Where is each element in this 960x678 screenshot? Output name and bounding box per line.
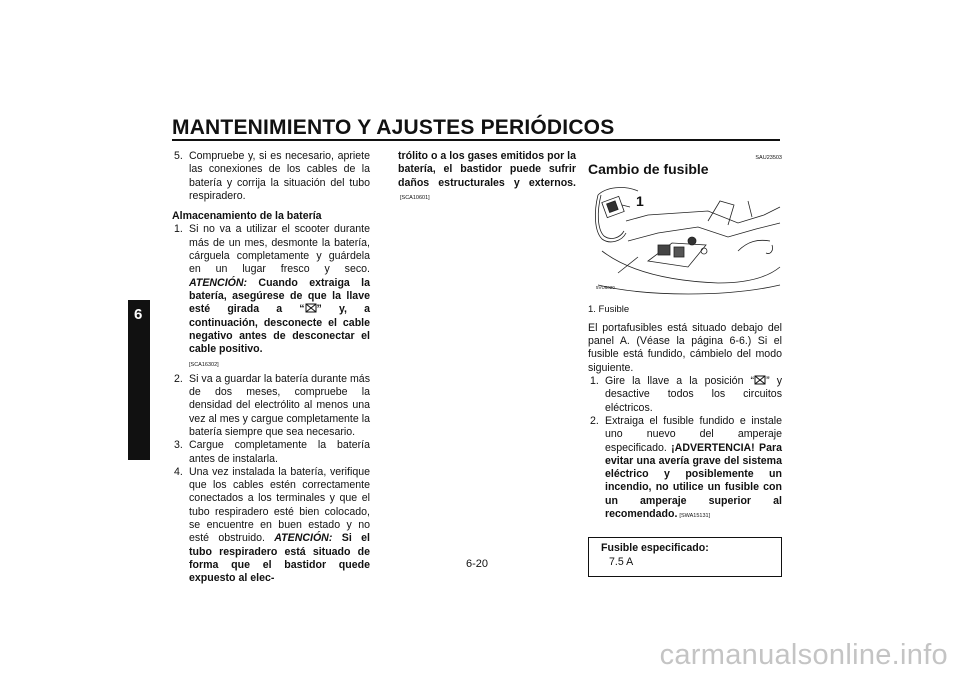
item-number: 1.: [174, 223, 183, 236]
list-item: [172, 223, 370, 372]
item-text: Gire la llave a la posición “: [605, 375, 755, 388]
warning-text: ¡ADVERTENCIA! Para evitar una avería grave del sistema eléctrico y posiblemente un incendio, no utilice un fusible con un amperaje superior al recomendado.: [605, 441, 782, 521]
item-number: 2.: [174, 372, 183, 385]
caution-text-cont: ” y, a continuación, desconecte el cable negativo antes de desconectar el cable positivo.: [189, 303, 370, 356]
column-middle: [398, 150, 576, 205]
item-number: 2.: [590, 414, 599, 427]
spec-label: Fusible especificado:: [601, 542, 709, 555]
caution-code: [SCA10601]: [400, 194, 430, 201]
list-item: [172, 466, 370, 586]
paragraph: El portafusibles está situado debajo del panel A. (Véase la página 6-6.) Si el fusible está fundido, cámbielo del modo siguiente.: [588, 321, 782, 374]
item-number: 3.: [174, 439, 183, 452]
chapter-number: 6: [134, 306, 143, 323]
item-text: Extraiga el fusible fundido e instale uno nuevo del amperaje especificado.: [605, 414, 782, 454]
section-heading: Almacenamiento de la batería: [172, 210, 322, 223]
spec-value: 7.5 A: [609, 556, 634, 569]
page-header-title: MANTENIMIENTO Y AJUSTES PERIÓDICOS: [172, 116, 615, 139]
figure-callout: 1: [636, 192, 644, 209]
column-right: [588, 150, 782, 577]
key-off-icon: [305, 303, 317, 313]
key-off-icon: [754, 375, 766, 385]
list-item: [172, 150, 370, 203]
item-number: 4.: [174, 465, 183, 478]
caution-code: [SCA16302]: [189, 362, 219, 369]
list-item: [172, 439, 370, 466]
spec-box: [588, 537, 782, 577]
atencion-label: ATENCIÓN:: [189, 276, 248, 289]
figure-caption: 1. Fusible: [588, 303, 630, 315]
item-text-cont: ” y desactive todos los circuitos eléctricos.: [605, 375, 782, 414]
warning-code: [SWA15131]: [679, 513, 711, 520]
item-number: 5.: [174, 150, 183, 162]
caution-text: Si el tubo respiradero está situado de forma que el bastidor quede expuesto al elec-: [189, 532, 370, 585]
section-title: Cambio de fusible: [588, 161, 709, 178]
watermark: carmanualsonline.info: [659, 639, 948, 671]
item-text: Si va a guardar la batería durante más de dos meses, compruebe la densidad del electrólito al menos una vez al mes y cargue completamente la batería siempre que sea necesario.: [189, 372, 370, 438]
item-text: Cargue completamente la batería antes de instalarla.: [189, 439, 370, 465]
list-item: [588, 415, 782, 523]
item-number: 1.: [590, 375, 599, 388]
fuse-figure: [588, 181, 782, 299]
caution-text: Cuando extraiga la batería, asegúrese de que la llave esté girada a “: [189, 276, 370, 316]
page-number: 6-20: [466, 558, 489, 570]
item-text: Compruebe y, si es necesario, apriete las conexiones de los cables de la batería y corrija la situación del tubo respiradero.: [189, 150, 370, 202]
column-left: [172, 150, 370, 586]
figure-code: 5VU6020: [596, 285, 615, 291]
header-rule: [172, 139, 780, 141]
item-text: Una vez instalada la batería, verifique que los cables estén correctamente conectados a los terminales y que el tubo respiradero esté bien colocado, se encuentre en buen estado y no esté obstruido.: [189, 465, 370, 545]
section-code: SAU23503: [755, 155, 782, 161]
chapter-tab: [128, 300, 150, 460]
list-item: [588, 375, 782, 415]
atencion-label: ATENCIÓN:: [274, 532, 333, 545]
item-text: Si no va a utilizar el scooter durante más de un mes, desmonte la batería, cárguela completamente y guárdela en un lugar fresco y seco.: [189, 223, 370, 276]
fuse-box-illustration: [588, 181, 782, 299]
list-item: [172, 373, 370, 439]
caution-continuation: trólito o a los gases emitidos por la batería, el bastidor puede sufrir daños estructurales y externos.: [398, 150, 576, 189]
